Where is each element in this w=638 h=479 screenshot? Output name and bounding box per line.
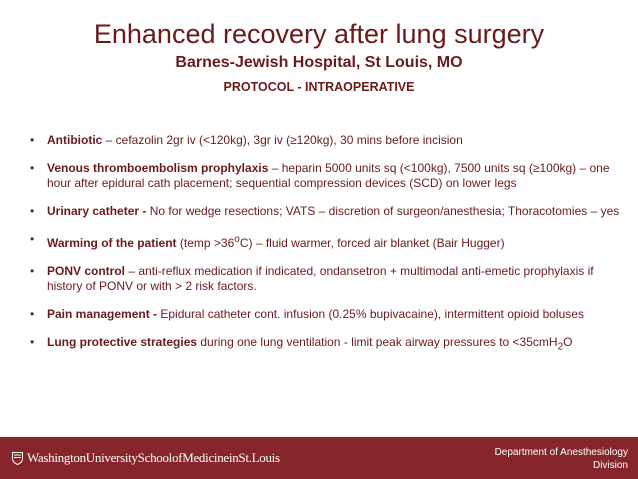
bullet-warming: [30, 232, 625, 251]
bullet-urinary-catheter: [30, 204, 625, 219]
bullet-text: – cefazolin 2gr iv (<120kg), 3gr iv (≥120kg), 30 mins before incision: [102, 133, 463, 147]
bullet-text: Epidural catheter cont. infusion (0.25% bupivacaine), intermittent opioid boluses: [157, 307, 584, 321]
bullet-text: O: [563, 335, 573, 349]
bullet-lung-protective: [30, 335, 625, 354]
bullet-term: Lung protective strategies: [47, 335, 198, 349]
bullet-antibiotic: [30, 133, 625, 148]
university-logo[interactable]: [12, 450, 280, 466]
slide-title: Enhanced recovery after lung surgery: [93, 19, 545, 49]
department-line-1: Department of Anesthesiology: [494, 447, 628, 458]
bullet-term: Venous thromboembolism prophylaxis: [47, 161, 269, 175]
department-label: [495, 446, 628, 472]
bullet-term: Pain management -: [47, 307, 158, 321]
department-line-2: Division: [592, 460, 628, 471]
superscript: o: [234, 234, 240, 245]
bullet-term: Warming of the patient: [47, 236, 177, 250]
bullet-text: C) – fluid warmer, forced air blanket (Bair Hugger): [239, 236, 505, 250]
slide-subtitle: Barnes-Jewish Hospital, St Louis, MO: [175, 54, 463, 71]
bullet-term: Antibiotic: [47, 133, 103, 147]
bullet-term: Urinary catheter -: [47, 204, 147, 218]
bullet-text: – heparin 5000 units sq (<100kg), 7500 units sq (≥100kg) – one hour after epidural cath placement; sequential compression devices (SCD) on lower legs: [47, 161, 610, 190]
university-shield-icon: [12, 452, 23, 465]
bullet-text: – anti-reflux medication if indicated, ondansetron + multimodal anti-emetic prophylaxis if history of PONV or with > 2 risk factors.: [47, 264, 594, 293]
logo-text: WashingtonUniversitySchoolofMedicineinSt.Louis: [27, 450, 280, 465]
footer-bar: [0, 437, 638, 479]
bullet-term: PONV control: [47, 264, 126, 278]
bullet-text: during one lung ventilation - limit peak airway pressures to <35cmH: [197, 335, 558, 349]
bullet-vte-prophylaxis: [30, 161, 625, 191]
bullet-list: [30, 133, 625, 367]
bullet-text: No for wedge resections; VATS – discretion of surgeon/anesthesia; Thoracotomies – yes: [146, 204, 620, 218]
bullet-text: (temp >36: [176, 236, 235, 250]
bullet-pain-management: [30, 307, 625, 322]
section-heading: PROTOCOL - INTRAOPERATIVE: [223, 80, 415, 94]
bullet-ponv-control: [30, 264, 625, 294]
subscript: 2: [557, 341, 564, 353]
